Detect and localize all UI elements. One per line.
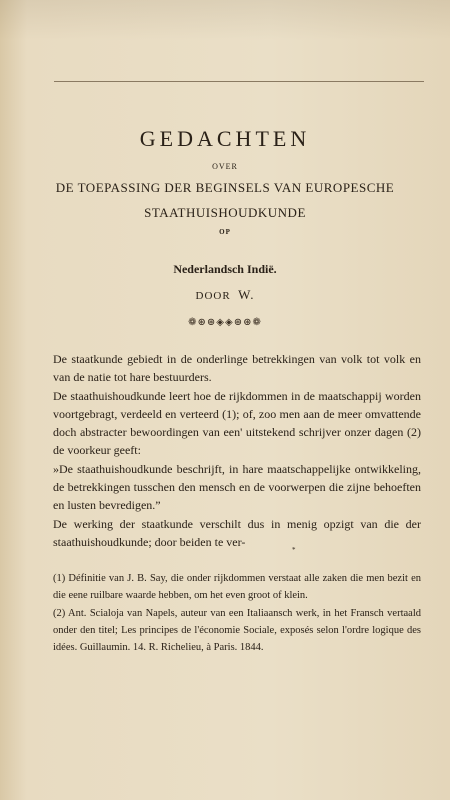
door-label: DOOR <box>195 290 231 302</box>
author-name: W. <box>238 287 255 302</box>
subtitle-over: OVER <box>212 162 238 171</box>
paragraph-2: De staathuishoudkunde leert hoe de rijkdommen in de maatschappij worden voortgebragt, verdeeld en verteerd (1); of, zoo men aan de meer omvattende doch abstracter bewoordingen van een' uitstekend schrijver onzer dagen (2) de voorkeur geeft: <box>53 388 421 458</box>
subtitle-line-2: STAATHUISHOUDKUNDE <box>144 205 306 220</box>
footnote-2: (2) Ant. Scialoja van Napels, auteur van een Italiaansch werk, in het Fransch vertaald onder den titel; Les principes de l'économie Sociale, exposés selon l'ordre logique des idées. Guillaumin. 14. R. Richelieu, à Paris. 1844. <box>53 607 421 654</box>
paragraph-3: »De staathuishoudkunde beschrijft, in hare maatschappelijke ontwikkeling, de betrekkingen tusschen den mensch en de voorwerpen die zijne behoeften en lusten bevredigen.” <box>53 461 421 513</box>
footnotes <box>53 570 421 656</box>
ornament-divider: ❁⊛⊛◈◈⊛⊛❁ <box>188 317 262 328</box>
subtitle-op: OP <box>219 228 231 236</box>
paragraph-4: De werking der staatkunde verschilt dus in menig opzigt van die der staathuishoudkunde; door beiden te ver- <box>53 516 421 549</box>
author-line <box>0 287 450 303</box>
page-shadow <box>0 0 450 40</box>
page-title: GEDACHTEN <box>139 126 311 151</box>
subtitle-line-1: DE TOEPASSING DER BEGINSELS VAN EUROPESCHE <box>55 180 395 195</box>
body-text <box>53 350 421 551</box>
footnote-1: (1) Définitie van J. B. Say, die onder rijkdommen verstaat alle zaken die men bezit en die eene ruilbare waarde hebben, om het even groot of klein. <box>53 573 421 602</box>
subtitle-place: Nederlandsch Indië. <box>173 262 277 276</box>
paragraph-1: De staatkunde gebiedt in de onderlinge betrekkingen van volk tot volk en van de natie tot hare bestuurders. <box>53 352 421 385</box>
header-rule <box>54 81 424 82</box>
signature-mark: * <box>292 546 296 554</box>
